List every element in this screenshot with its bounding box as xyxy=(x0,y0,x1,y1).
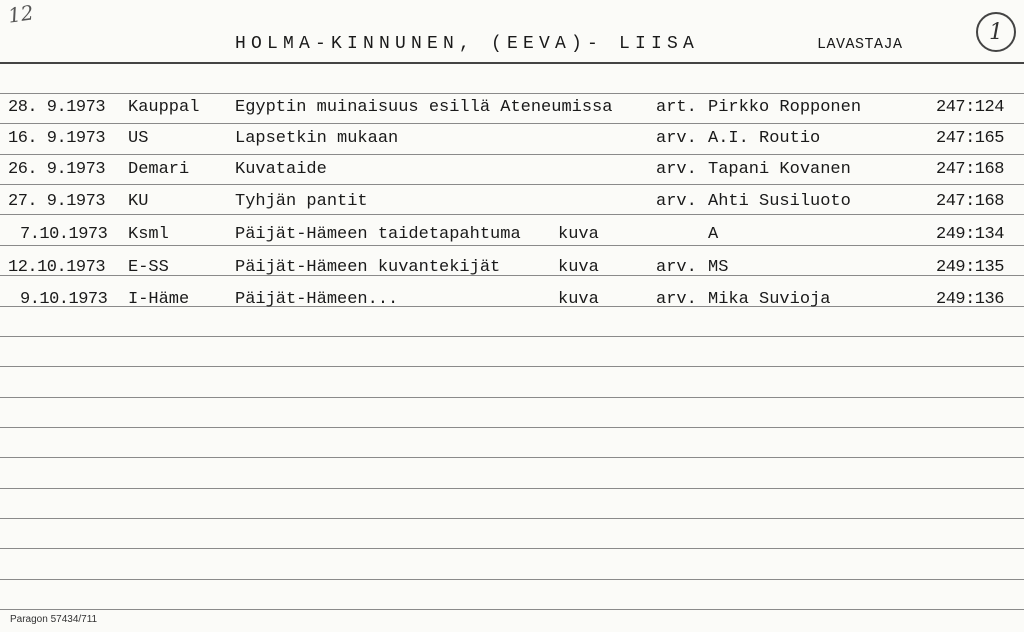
entry-source: I-Häme xyxy=(128,290,190,309)
ruled-line xyxy=(0,488,1024,489)
header-rule xyxy=(0,62,1024,64)
ruled-line xyxy=(0,427,1024,428)
ruled-line xyxy=(0,184,1024,185)
entry-ref: 249:134 xyxy=(936,225,1004,244)
ruled-line xyxy=(0,214,1024,215)
entry-source: KU xyxy=(128,192,149,211)
entry-date: 26. 9.1973 xyxy=(8,160,106,179)
entry-title: Päijät-Hämeen kuvantekijät xyxy=(235,258,501,277)
entry-ref: 247:165 xyxy=(936,129,1004,148)
entry-date: 28. 9.1973 xyxy=(8,98,106,117)
entry-extra: kuva xyxy=(558,290,599,309)
entry-source: US xyxy=(128,129,149,148)
entry-author: Tapani Kovanen xyxy=(708,160,851,179)
card-number: 1 xyxy=(989,19,1003,45)
entry-prefix: arv. xyxy=(656,290,697,309)
entry-source: E-SS xyxy=(128,258,169,277)
ruled-line xyxy=(0,579,1024,580)
ruled-line xyxy=(0,397,1024,398)
entry-author: Ahti Susiluoto xyxy=(708,192,851,211)
entry-prefix: art. xyxy=(656,98,697,117)
entry-source: Kauppal xyxy=(128,98,200,117)
entry-source: Demari xyxy=(128,160,190,179)
entry-author: A xyxy=(708,225,719,244)
ruled-line xyxy=(0,245,1024,246)
entry-date: 27. 9.1973 xyxy=(8,192,106,211)
entry-title: Päijät-Hämeen taidetapahtuma xyxy=(235,225,521,244)
entry-prefix: arv. xyxy=(656,192,697,211)
entry-source: Ksml xyxy=(128,225,169,244)
entry-author: Mika Suvioja xyxy=(708,290,831,309)
ruled-line xyxy=(0,457,1024,458)
ruled-line xyxy=(0,366,1024,367)
entry-author: Pirkko Ropponen xyxy=(708,98,862,117)
entry-date: 7.10.1973 xyxy=(20,225,108,244)
ruled-line xyxy=(0,123,1024,124)
ruled-line xyxy=(0,154,1024,155)
entry-prefix: arv. xyxy=(656,160,697,179)
entry-date: 16. 9.1973 xyxy=(8,129,106,148)
entry-title: Tyhjän pantit xyxy=(235,192,368,211)
ruled-line xyxy=(0,93,1024,94)
entry-title: Egyptin muinaisuus esillä Ateneumissa xyxy=(235,98,613,117)
ruled-line xyxy=(0,609,1024,610)
card-print-code: Paragon 57434/711 xyxy=(10,614,98,625)
entry-date: 12.10.1973 xyxy=(8,258,106,277)
entry-extra: kuva xyxy=(558,258,599,277)
ruled-line xyxy=(0,518,1024,519)
ruled-line xyxy=(0,336,1024,337)
ruled-line xyxy=(0,548,1024,549)
entry-title: Lapsetkin mukaan xyxy=(235,129,399,148)
entry-ref: 247:168 xyxy=(936,192,1004,211)
entry-ref: 247:168 xyxy=(936,160,1004,179)
card-heading-name: HOLMA-KINNUNEN, (EEVA)- LIISA xyxy=(235,34,700,54)
entry-ref: 249:136 xyxy=(936,290,1004,309)
card-number-circle xyxy=(976,12,1016,52)
entry-date: 9.10.1973 xyxy=(20,290,108,309)
entry-title: Kuvataide xyxy=(235,160,327,179)
entry-author: MS xyxy=(708,258,729,277)
entry-author: A.I. Routio xyxy=(708,129,821,148)
entry-title: Päijät-Hämeen... xyxy=(235,290,399,309)
entry-extra: kuva xyxy=(558,225,599,244)
entry-ref: 247:124 xyxy=(936,98,1004,117)
entry-prefix: arv. xyxy=(656,258,697,277)
entry-ref: 249:135 xyxy=(936,258,1004,277)
pencil-mark: 12 xyxy=(6,0,35,28)
card-heading-role: LAVASTAJA xyxy=(817,36,903,53)
entry-prefix: arv. xyxy=(656,129,697,148)
